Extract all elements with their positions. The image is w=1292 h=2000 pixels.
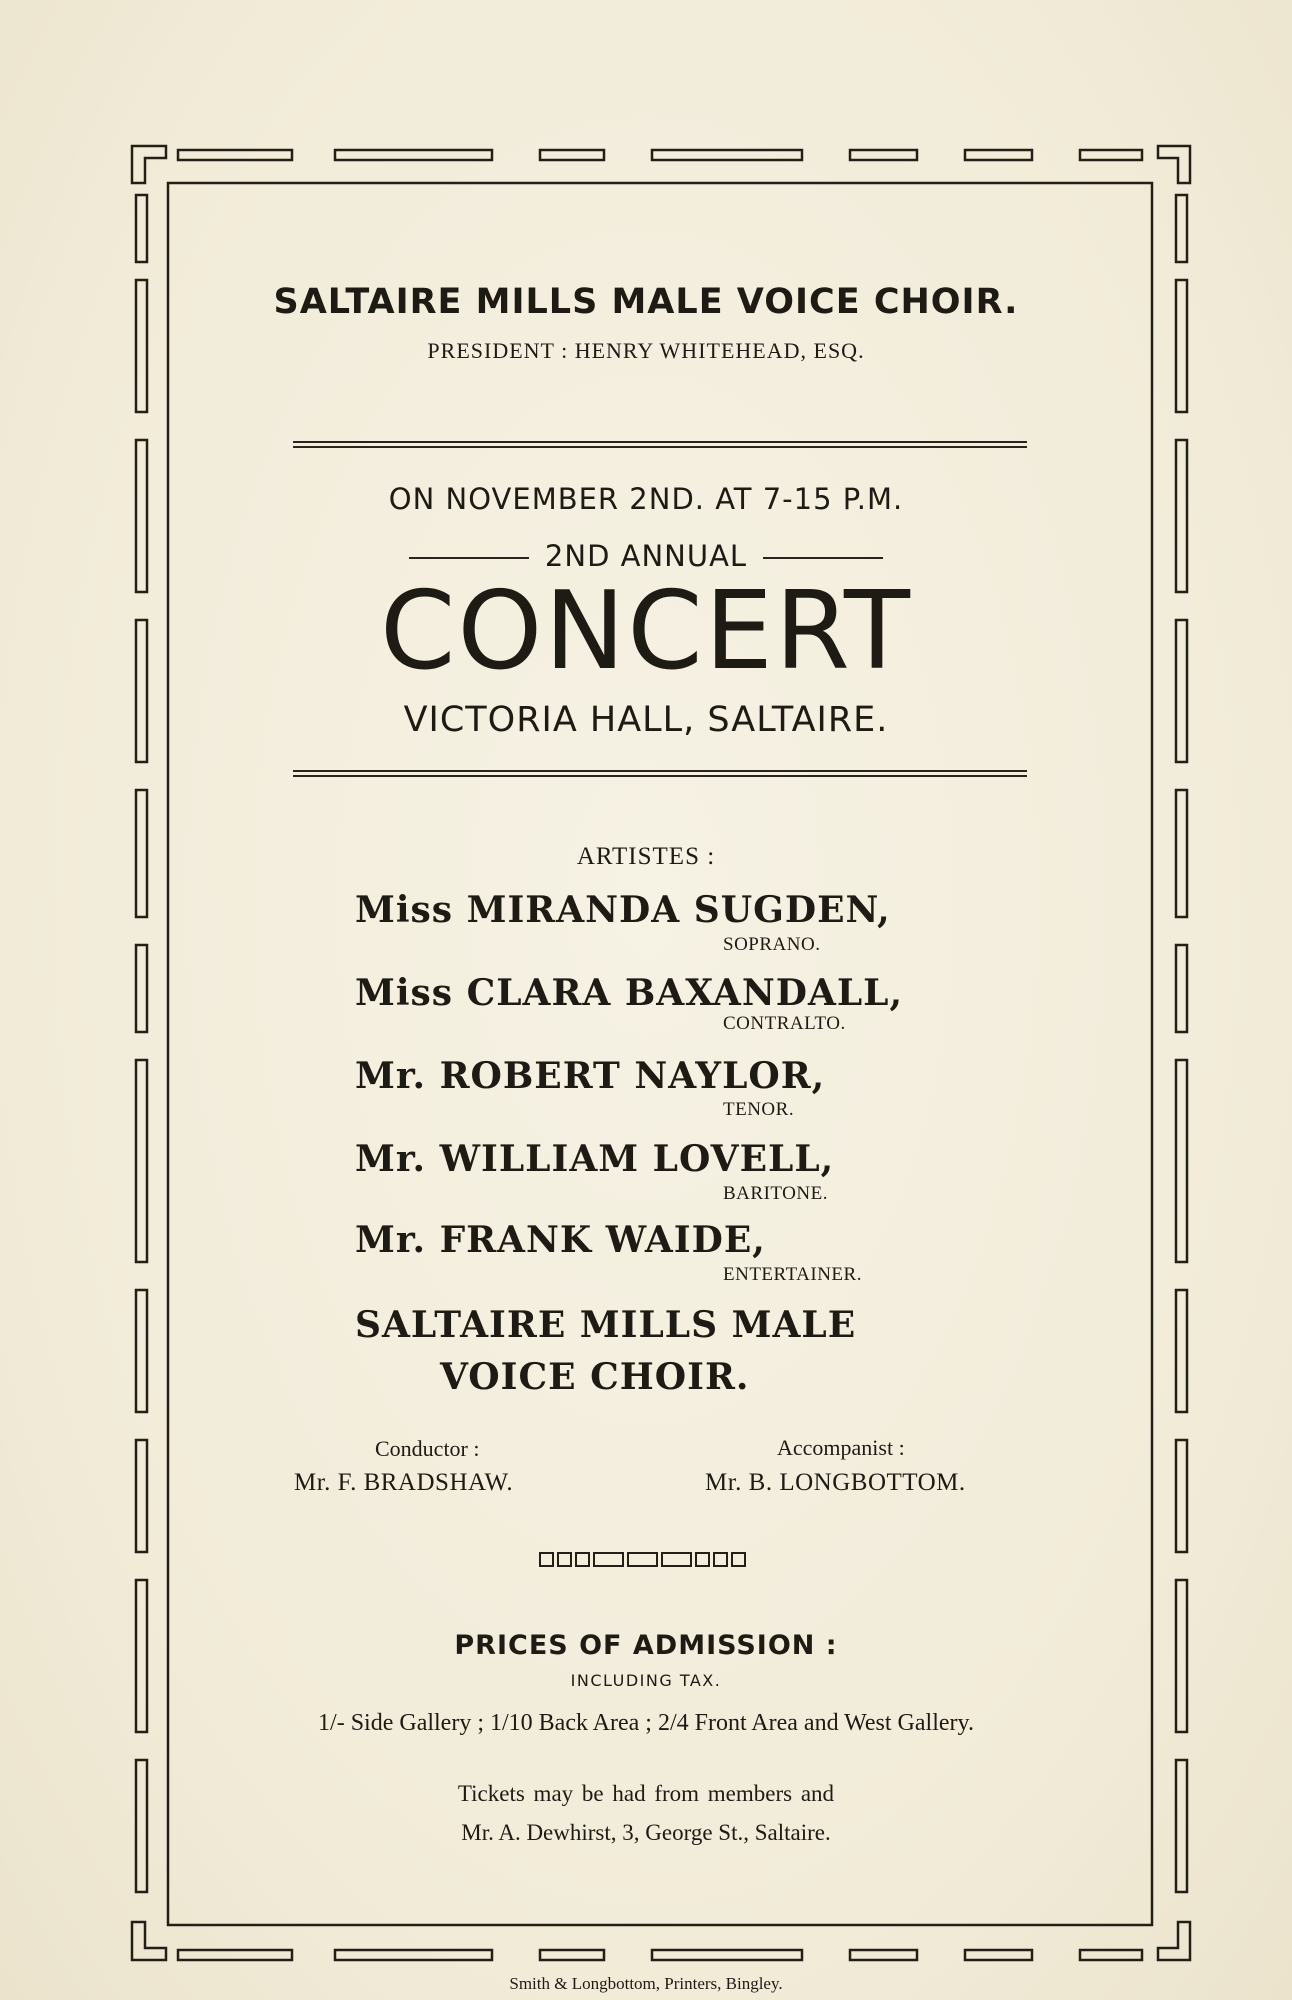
border-segment bbox=[1080, 1950, 1142, 1960]
artist-role: SOPRANO. bbox=[723, 934, 821, 955]
admission-heading: PRICES OF ADMISSION : bbox=[454, 1630, 838, 1661]
dash-right bbox=[763, 557, 883, 559]
ornament-box bbox=[732, 1553, 745, 1566]
admission-prices: 1/- Side Gallery ; 1/10 Back Area ; 2/4 Front Area and West Gallery. bbox=[318, 1710, 974, 1736]
admission-note: INCLUDING TAX. bbox=[570, 1671, 722, 1690]
border-segment bbox=[1176, 945, 1187, 1032]
conductor-label: Conductor : bbox=[375, 1436, 480, 1461]
ornament-divider bbox=[538, 1550, 788, 1570]
border-segment bbox=[652, 150, 802, 160]
border-segment bbox=[136, 945, 147, 1032]
dash-left bbox=[409, 557, 529, 559]
artistes-heading: ARTISTES : bbox=[576, 843, 716, 870]
border-corner bbox=[1158, 1922, 1190, 1960]
choir-line-1: SALTAIRE MILLS MALE bbox=[355, 1304, 857, 1346]
artist-role: CONTRALTO. bbox=[723, 1013, 846, 1034]
border-segment bbox=[965, 1950, 1032, 1960]
choir-line-2: VOICE CHOIR. bbox=[440, 1356, 750, 1398]
artist-role: ENTERTAINER. bbox=[723, 1264, 862, 1285]
border-segment bbox=[850, 1950, 917, 1960]
border-segment bbox=[136, 1440, 147, 1552]
accompanist-label: Accompanist : bbox=[777, 1435, 905, 1460]
border-corner bbox=[1158, 146, 1190, 183]
border-segment bbox=[178, 1950, 292, 1960]
annual-label: 2ND ANNUAL bbox=[544, 539, 748, 573]
border-segment bbox=[1176, 1060, 1187, 1262]
accompanist-name: Mr. B. LONGBOTTOM. bbox=[705, 1469, 966, 1496]
conductor-name: Mr. F. BRADSHAW. bbox=[294, 1469, 514, 1496]
double-rule-top bbox=[293, 441, 1027, 448]
tickets-line-1: Tickets may be had from members and bbox=[457, 1781, 835, 1806]
concert-title: CONCERT bbox=[379, 569, 912, 694]
ornament-box bbox=[594, 1553, 623, 1566]
ornament-box bbox=[628, 1553, 657, 1566]
border-segment bbox=[1176, 1290, 1187, 1412]
border-segment bbox=[652, 1950, 802, 1960]
border-corner bbox=[132, 146, 166, 183]
ornament-box bbox=[576, 1553, 589, 1566]
border-segment bbox=[1176, 1440, 1187, 1552]
ornament-box bbox=[558, 1553, 571, 1566]
border-segment bbox=[965, 150, 1032, 160]
ornament-box bbox=[714, 1553, 727, 1566]
artist-role: TENOR. bbox=[723, 1099, 795, 1120]
tickets-line-2: Mr. A. Dewhirst, 3, George St., Saltaire. bbox=[461, 1820, 831, 1845]
event-subtitle bbox=[0, 539, 1292, 573]
president-line: PRESIDENT : HENRY WHITEHEAD, ESQ. bbox=[427, 338, 865, 363]
event-date: ON NOVEMBER 2ND. AT 7-15 P.M. bbox=[388, 482, 904, 516]
ornament-box bbox=[662, 1553, 691, 1566]
border-segment bbox=[178, 150, 292, 160]
border-segment bbox=[136, 1290, 147, 1412]
printer-credit: Smith & Longbottom, Printers, Bingley. bbox=[509, 1974, 783, 1993]
artist-name: Mr. FRANK WAIDE, bbox=[355, 1219, 766, 1261]
border-segment bbox=[136, 195, 147, 262]
border-segment bbox=[540, 1950, 604, 1960]
artist-name: Miss CLARA BAXANDALL, bbox=[355, 972, 904, 1014]
border-segment bbox=[136, 1060, 147, 1262]
artist-name: Miss MIRANDA SUGDEN, bbox=[355, 889, 891, 931]
double-rule-bottom bbox=[293, 770, 1027, 777]
border-corner bbox=[132, 1922, 166, 1960]
ornament-box bbox=[696, 1553, 709, 1566]
artist-name: Mr. ROBERT NAYLOR, bbox=[355, 1055, 826, 1097]
choir-title: SALTAIRE MILLS MALE VOICE CHOIR. bbox=[273, 282, 1019, 322]
border-segment bbox=[335, 150, 492, 160]
border-segment bbox=[850, 150, 917, 160]
artist-role: BARITONE. bbox=[723, 1183, 828, 1204]
ornament-box bbox=[540, 1553, 553, 1566]
artist-name: Mr. WILLIAM LOVELL, bbox=[355, 1138, 835, 1180]
border-segment bbox=[1176, 195, 1187, 262]
venue: VICTORIA HALL, SALTAIRE. bbox=[403, 700, 889, 740]
border-segment bbox=[1080, 150, 1142, 160]
border-segment bbox=[335, 1950, 492, 1960]
border-segment bbox=[540, 150, 604, 160]
